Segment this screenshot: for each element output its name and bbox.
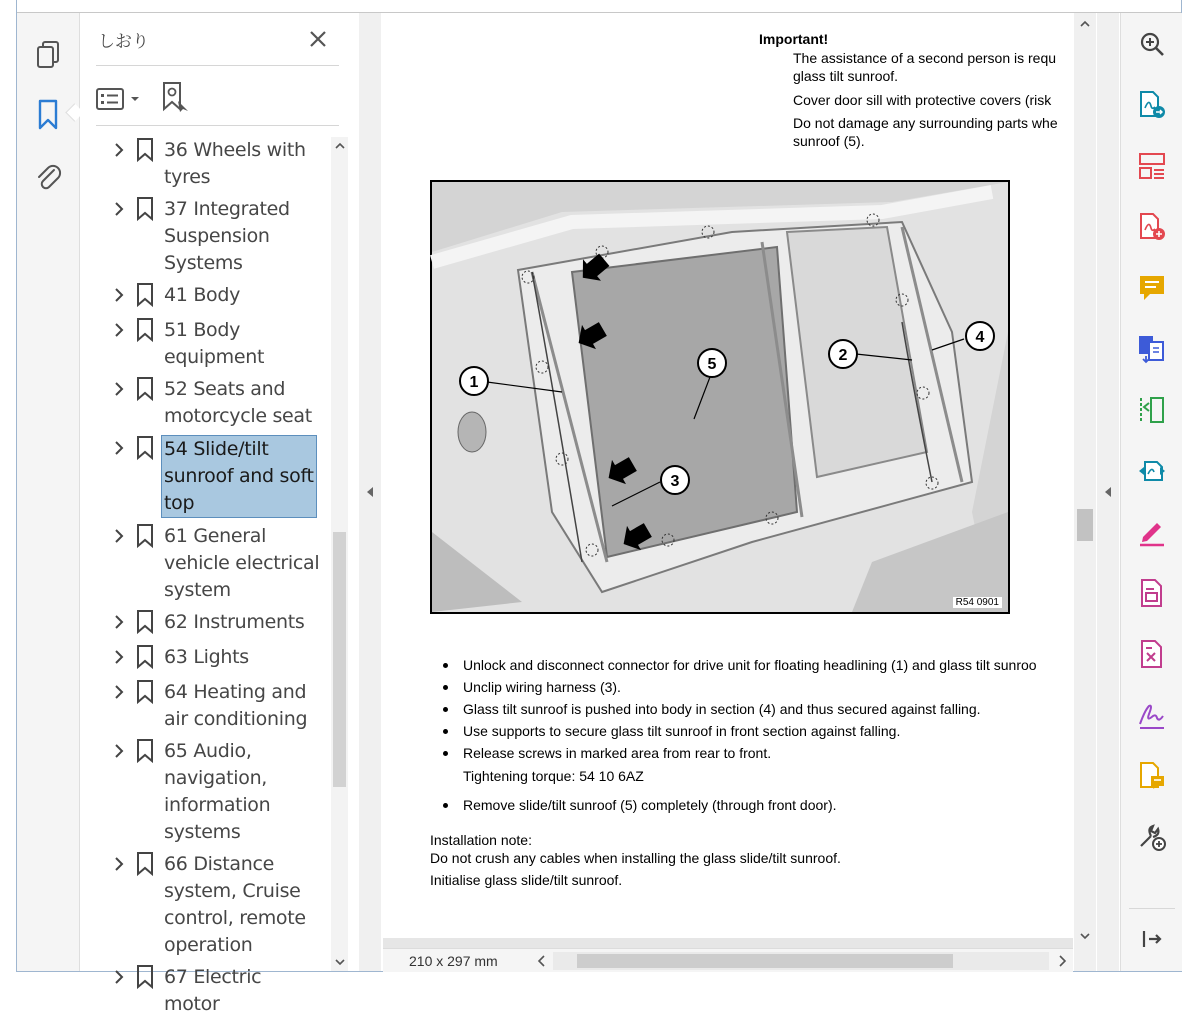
callout-label: 4 (975, 329, 985, 346)
signature-icon[interactable] (1135, 698, 1169, 732)
bookmark-scrollbar[interactable] (331, 137, 348, 971)
scroll-left-icon[interactable] (537, 952, 547, 970)
important-text: The assistance of a second person is requ (793, 50, 1057, 66)
collapse-tools-icon[interactable] (1135, 922, 1169, 956)
expand-chevron-icon[interactable] (114, 609, 136, 635)
expand-chevron-icon[interactable] (114, 679, 136, 705)
export-icon[interactable] (1135, 332, 1169, 366)
collapse-panel-handle[interactable] (359, 13, 381, 971)
add-pdf-icon[interactable] (1135, 210, 1169, 244)
bookmark-label: 41 Body (164, 284, 241, 306)
figure-code: R54 0901 (953, 597, 1002, 608)
bookmark-flag-icon (136, 435, 164, 461)
comment-icon[interactable] (1135, 271, 1169, 305)
bookmark-list (80, 137, 330, 1015)
caret-left-icon (366, 486, 374, 498)
left-rail (17, 13, 80, 971)
important-heading: Important! (759, 31, 829, 47)
procedure-step: Use supports to secure glass tilt sunroof in front section against falling. (441, 720, 1037, 742)
expand-chevron-icon[interactable] (114, 644, 136, 670)
options-menu-button[interactable] (96, 87, 140, 111)
bookmarks-panel (80, 13, 358, 1015)
bookmark-flag-icon (136, 964, 164, 990)
close-icon[interactable] (306, 27, 330, 51)
bookmark-label: 65 Audio, navigation, information systems (164, 740, 271, 843)
important-text: Cover door sill with protective covers (risk (793, 92, 1052, 108)
new-bookmark-icon (160, 81, 190, 113)
scroll-up-icon[interactable] (333, 139, 346, 153)
pages-icon[interactable] (29, 35, 67, 73)
fill-icon[interactable] (1135, 576, 1169, 610)
bookmark-toolbar (96, 77, 190, 121)
bookmark-label: 37 Integrated Suspension Systems (164, 198, 290, 274)
divider (1129, 908, 1175, 909)
important-text: glass tilt sunroof. (793, 68, 899, 84)
procedure-step: Unlock and disconnect connector for drive unit for floating headlining (1) and glass tilt sunroo (441, 654, 1037, 676)
zoom-icon[interactable] (1135, 27, 1169, 61)
procedure-step: Glass tilt sunroof is pushed into body in section (4) and thus secured against falling. (441, 698, 1037, 720)
more-tools-icon[interactable] (1135, 820, 1169, 854)
title-strip (17, 0, 1181, 13)
redact-icon[interactable] (1135, 637, 1169, 671)
bookmark-item[interactable] (80, 644, 330, 671)
expand-chevron-icon[interactable] (114, 851, 136, 877)
convert-icon[interactable] (1135, 454, 1169, 488)
bookmark-label: 51 Body equipment (164, 319, 265, 368)
add-bookmark-button[interactable] (160, 81, 190, 118)
bookmark-item[interactable] (80, 851, 330, 959)
callout-label: 5 (707, 356, 717, 373)
scroll-thumb[interactable] (1077, 509, 1093, 541)
compress-icon[interactable] (1135, 393, 1169, 427)
important-text: sunroof (5). (793, 133, 865, 149)
procedure-step: Remove slide/tilt sunroof (5) completely (through front door). (441, 794, 1037, 816)
procedure-step: Release screws in marked area from rear to front. (441, 742, 1037, 764)
expand-chevron-icon[interactable] (114, 196, 136, 222)
callout-label: 3 (670, 473, 680, 490)
bookmark-item[interactable] (80, 376, 330, 430)
organize-icon[interactable] (1135, 149, 1169, 183)
installation-notes (430, 831, 841, 893)
divider (96, 65, 339, 66)
expand-chevron-icon[interactable] (114, 523, 136, 549)
bookmark-item[interactable] (80, 738, 330, 846)
list-options-icon (96, 87, 126, 111)
scroll-track[interactable] (553, 952, 1049, 970)
expand-chevron-icon[interactable] (114, 964, 136, 990)
bookmark-flag-icon (136, 644, 164, 670)
bookmark-item-selected[interactable] (80, 435, 330, 518)
scroll-right-icon[interactable] (1057, 952, 1067, 970)
bookmark-label: 52 Seats and motorcycle seat (164, 378, 312, 427)
document-scrollbar[interactable] (1074, 13, 1096, 971)
document-page (383, 13, 1073, 938)
procedure-list (441, 654, 1037, 816)
bookmark-item[interactable] (80, 196, 330, 277)
callout-label: 2 (838, 347, 848, 364)
expand-tools-handle[interactable] (1097, 13, 1119, 971)
expand-chevron-icon[interactable] (114, 317, 136, 343)
expand-chevron-icon[interactable] (114, 282, 136, 308)
divider (96, 125, 339, 126)
bookmark-flag-icon (136, 851, 164, 877)
bookmark-item[interactable] (80, 523, 330, 604)
bookmark-item[interactable] (80, 964, 330, 1018)
expand-chevron-icon[interactable] (114, 738, 136, 764)
scroll-up-icon[interactable] (1077, 17, 1093, 31)
status-bar (383, 948, 1073, 972)
caret-left-icon (1104, 486, 1112, 498)
callout-label: 1 (469, 374, 479, 391)
bookmark-flag-icon (136, 317, 164, 343)
bookmark-label: 36 Wheels with tyres (164, 139, 306, 188)
procedure-step: Unclip wiring harness (3). (441, 676, 1037, 698)
scroll-down-icon[interactable] (333, 955, 346, 969)
bookmark-item[interactable] (80, 609, 330, 636)
bookmark-flag-icon (136, 376, 164, 402)
bookmark-item[interactable] (80, 679, 330, 733)
attachment-icon[interactable] (29, 157, 67, 195)
sunroof-diagram (430, 180, 1010, 614)
horizontal-scrollbar[interactable] (531, 952, 1071, 970)
bookmark-item[interactable] (80, 317, 330, 371)
diagram-illustration (432, 182, 1008, 612)
bookmark-flag-icon (136, 738, 164, 764)
chevron-down-icon (130, 95, 140, 103)
scroll-down-icon[interactable] (1077, 929, 1093, 943)
create-pdf-icon[interactable] (1135, 88, 1169, 122)
bookmark-label: 63 Lights (164, 646, 249, 668)
bookmark-label: 66 Distance system, Cruise control, remote operation (164, 853, 306, 956)
bookmark-item[interactable] (80, 282, 330, 309)
request-icon[interactable] (1135, 759, 1169, 793)
app-window (16, 0, 1182, 1015)
tools-pane (1120, 13, 1182, 971)
expand-chevron-icon[interactable] (114, 376, 136, 402)
panel-title: しおり (98, 32, 149, 52)
bookmark-label: 62 Instruments (164, 611, 305, 633)
sign-icon[interactable] (1135, 515, 1169, 549)
bookmark-flag-icon (136, 609, 164, 635)
bookmark-label: 67 Electric motor (164, 966, 262, 1015)
bookmark-flag-icon (136, 282, 164, 308)
document-viewer (383, 13, 1073, 971)
scroll-thumb[interactable] (333, 532, 346, 787)
bookmark-flag-icon (136, 137, 164, 163)
expand-chevron-icon[interactable] (114, 435, 136, 461)
expand-chevron-icon[interactable] (114, 137, 136, 163)
bookmark-label: 54 Slide/tilt sunroof and soft top (161, 435, 317, 518)
scroll-thumb[interactable] (577, 954, 953, 968)
bookmark-label: 64 Heating and air conditioning (164, 681, 308, 730)
bookmark-flag-icon (136, 523, 164, 549)
install-heading: Installation note: (430, 832, 532, 848)
torque-note: Tightening torque: 54 10 6AZ (463, 768, 644, 784)
important-text: Do not damage any surrounding parts whe (793, 115, 1058, 131)
bookmark-flag-icon (136, 196, 164, 222)
bookmark-item[interactable] (80, 137, 330, 191)
bookmark-label: 61 General vehicle electrical system (164, 525, 320, 601)
install-line: Do not crush any cables when installing the glass slide/tilt sunroof. (430, 850, 841, 866)
bookmark-icon[interactable] (29, 96, 67, 134)
page-size: 210 x 297 mm (409, 953, 498, 969)
bookmark-flag-icon (136, 679, 164, 705)
install-line: Initialise glass slide/tilt sunroof. (430, 872, 623, 888)
